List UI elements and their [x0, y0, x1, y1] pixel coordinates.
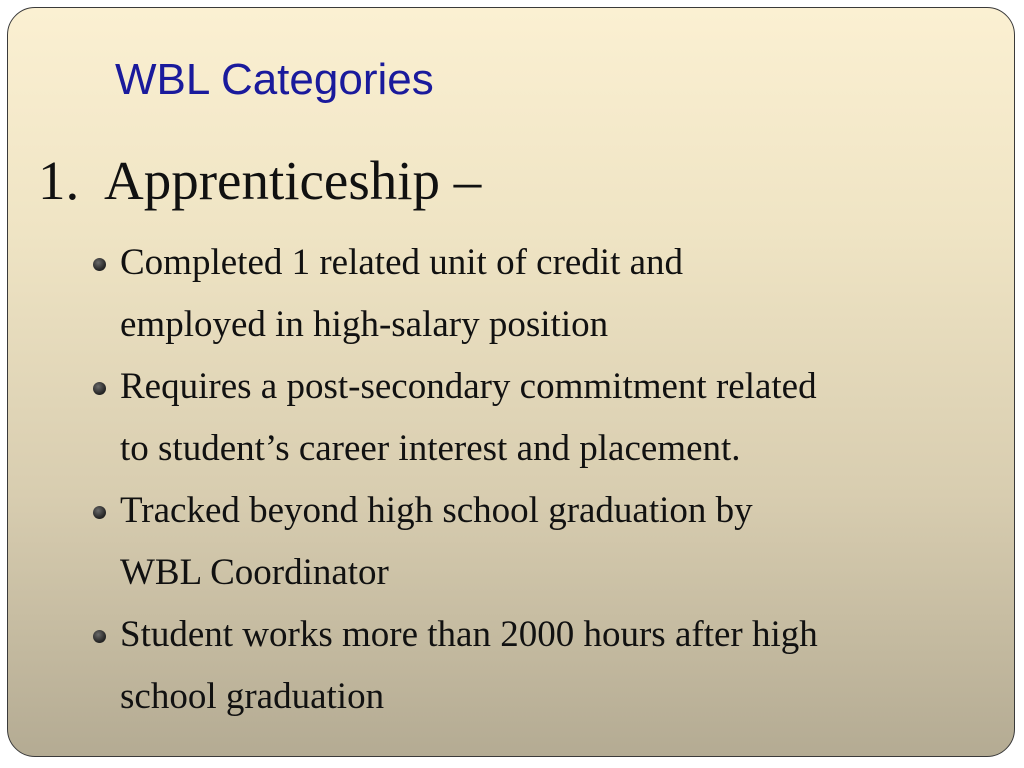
bullet-dot-icon: [93, 258, 106, 271]
category-heading: [38, 148, 481, 214]
bullet-text-line: Completed 1 related unit of credit and: [120, 242, 684, 283]
category-heading-text: Apprenticeship –: [104, 150, 482, 211]
bullet-text-line: employed in high-salary position: [120, 304, 609, 345]
bullet-item: [89, 356, 818, 480]
category-number: 1.: [38, 150, 80, 211]
bullet-item: [89, 480, 818, 604]
bullet-text-line: Requires a post-secondary commitment related: [120, 366, 817, 407]
bullet-text-line: Student works more than 2000 hours after high: [120, 614, 818, 655]
bullet-dot-icon: [93, 506, 106, 519]
bullet-item: [89, 604, 818, 728]
bullet-dot-icon: [93, 382, 106, 395]
bullet-text-line: Tracked beyond high school graduation by: [120, 490, 753, 531]
bullet-text-line: school graduation: [120, 676, 385, 717]
bullet-item: [89, 232, 818, 356]
bullet-dot-icon: [93, 630, 106, 643]
bullet-list: [89, 232, 818, 728]
slide: [7, 7, 1015, 757]
bullet-text-line: WBL Coordinator: [120, 552, 389, 593]
bullet-text-line: to student’s career interest and placement.: [120, 428, 741, 469]
slide-title: WBL Categories: [115, 55, 434, 104]
